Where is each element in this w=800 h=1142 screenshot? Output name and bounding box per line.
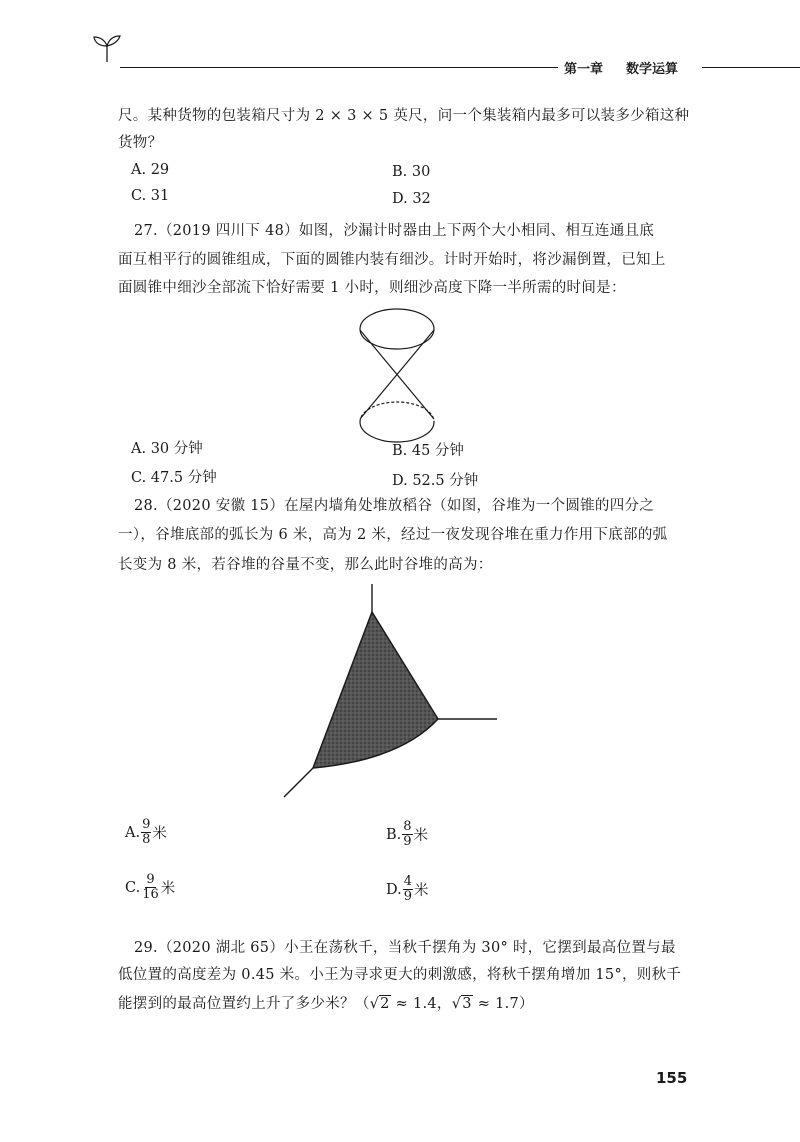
q28-text-line3: 长变为 8 米，若谷堆的谷量不变，那么此时谷堆的高为： xyxy=(118,557,493,573)
sqrt-symbol: √ xyxy=(451,996,462,1012)
q28-option-b: B. $\frac{8}{9}$ 米 xyxy=(386,819,429,849)
q26-option-c: C. 31 xyxy=(131,188,170,204)
q27-text-line3: 面圆锥中细沙全部流下恰好需要 1 小时，则细沙高度下降一半所需的时间是： xyxy=(118,280,626,296)
q28-option-c: C. $\frac{9}{16}$ 米 xyxy=(125,872,176,902)
fraction: $\frac{4}{9}$ xyxy=(403,874,412,904)
q29-text-line1: 29.（2020 湖北 65）小王在荡秋千，当秋千摆角为 30° 时，它摆到最高位置与最 xyxy=(134,940,676,956)
hourglass-figure xyxy=(350,302,450,452)
fraction: $\frac{9}{8}$ xyxy=(142,817,151,847)
q27-option-c: C. 47.5 分钟 xyxy=(131,470,217,486)
sprout-icon xyxy=(90,34,124,64)
q27-option-d: D. 52.5 分钟 xyxy=(392,473,479,489)
q26-option-d: D. 32 xyxy=(392,191,431,207)
q28-option-a: A. $\frac{9}{8}$ 米 xyxy=(125,817,167,847)
header-rule-left xyxy=(120,67,558,68)
header-rule-right xyxy=(702,67,800,68)
sqrt-symbol: √ xyxy=(369,996,380,1012)
q26-option-b: B. 30 xyxy=(392,164,431,180)
q29-text-line2: 低位置的高度差为 0.45 米。小王为寻求更大的刺激感，将秋千摆角增加 15°，则秋千 xyxy=(118,967,682,983)
q29-text-line3: 能摆到的最高位置约上升了多少米？（√2 ≈ 1.4，√3 ≈ 1.7） xyxy=(118,996,534,1012)
fraction: $\frac{9}{16}$ xyxy=(142,872,159,902)
q28-text-line1: 28.（2020 安徽 15）在屋内墙角处堆放稻谷（如图，谷堆为一个圆锥的四分之 xyxy=(134,498,655,514)
q26-option-a: A. 29 xyxy=(131,162,170,178)
sqrt-radicand: 3 xyxy=(462,996,472,1012)
q27-option-a: A. 30 分钟 xyxy=(131,441,203,457)
q27-text-line2: 面互相平行的圆锥组成，下面的圆锥内装有细沙。计时开始时，将沙漏倒置，已知上 xyxy=(118,252,666,268)
q27-option-b: B. 45 分钟 xyxy=(392,443,464,459)
q28-text-line2: 一），谷堆底部的弧长为 6 米，高为 2 米，经过一夜发现谷堆在重力作用下底部的弧 xyxy=(118,527,668,543)
q28-option-d: D. $\frac{4}{9}$ 米 xyxy=(386,874,429,904)
sqrt-radicand: 2 xyxy=(380,996,390,1012)
q27-text-line1: 27.（2019 四川下 48）如图，沙漏计时器由上下两个大小相同、相互连通且底 xyxy=(134,223,655,239)
header-chapter: 第一章 xyxy=(564,62,604,77)
grain-pile-figure xyxy=(280,582,500,802)
q26-text-line2: 货物？ xyxy=(118,135,163,151)
page-number: 155 xyxy=(656,1069,688,1087)
fraction: $\frac{8}{9}$ xyxy=(403,819,412,849)
header-title: 数学运算 xyxy=(626,62,679,77)
q26-text-line1: 尺。某种货物的包装箱尺寸为 2 × 3 × 5 英尺，问一个集装箱内最多可以装多少箱这种 xyxy=(118,108,690,124)
